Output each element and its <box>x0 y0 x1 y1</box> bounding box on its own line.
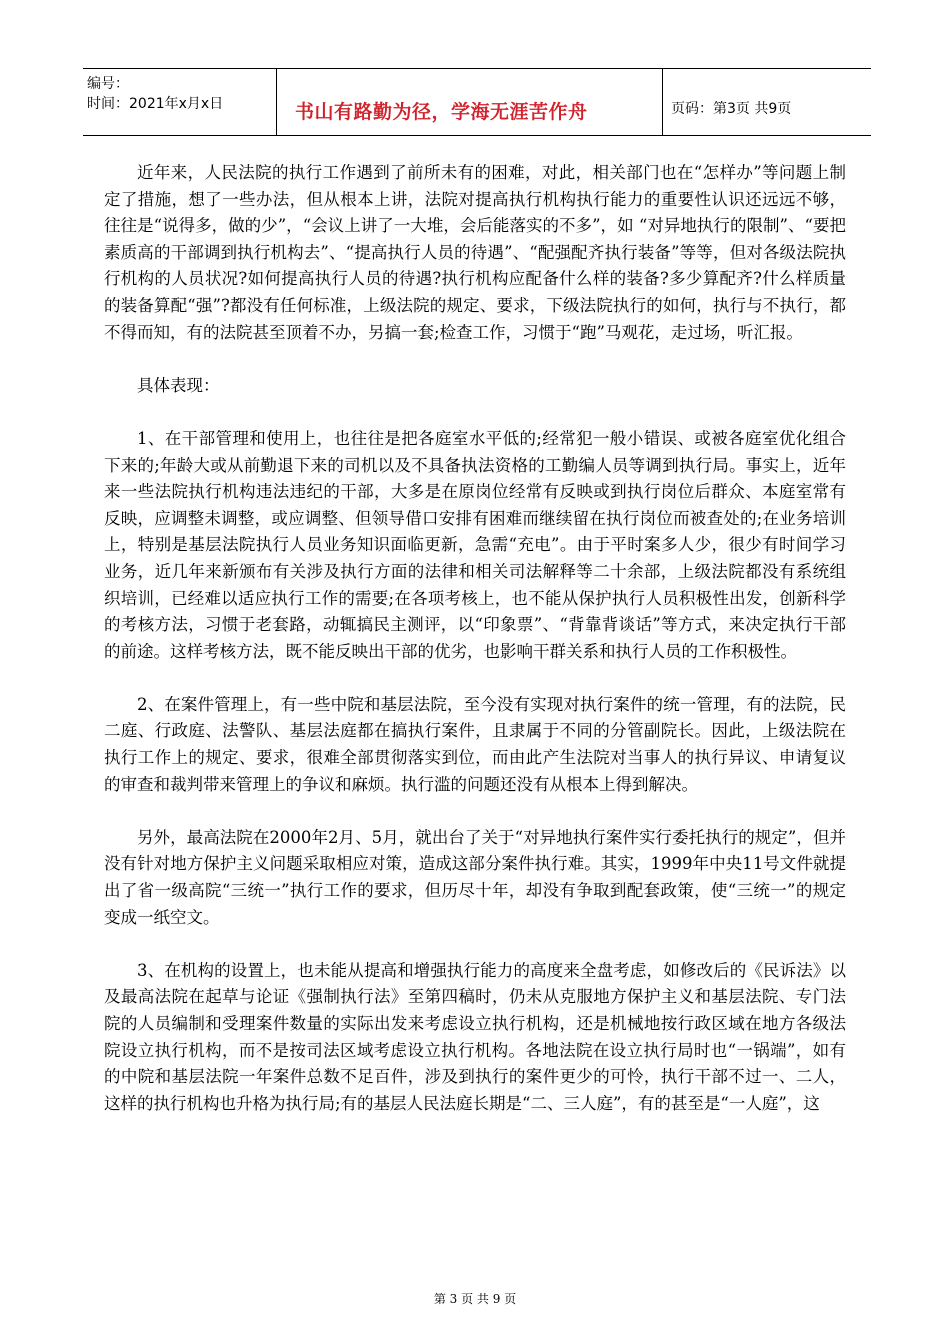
header-page-info: 页码：第3页 共9页 <box>671 101 792 117</box>
paragraph-item-3: 3、在机构的设置上，也未能从提高和增强执行能力的高度来全盘考虑，如修改后的《民诉法》以及最高法院在起草与论证《强制执行法》至第四稿时，仍未从克服地方保护主义和基层法院、专门法院的人员编制和受理案件数量的实际出发来考虑设立执行机构，还是机械地按行政区域在地方各级法院设立执行机构，而不是按司法区域考虑设立执行机构。各地法院在设立执行局时也“一锅端”，如有的中院和基层法院一年案件总数不足百件，涉及到执行的案件更少的可怜，执行干部不过一、二人，这样的执行机构也升格为执行局;有的基层人民法庭长期是“二、三人庭”，有的甚至是“一人庭”，这 <box>104 960 846 1113</box>
paragraph-intro: 近年来，人民法院的执行工作遇到了前所未有的困难，对此，相关部门也在“怎样办”等问题上制定了措施，想了一些办法，但从根本上讲，法院对提高执行机构执行能力的重要性认识还远远不够，往往是“说得多，做的少”，“会议上讲了一大堆，会后能落实的不多”，如 “对异地执行的限制”、“要把素质高的干部调到执行机构去”、“提高执行人员的待遇”、“配强配齐执行装备”等等，但对各级法院执行机构的人员状况?如何提高执行人员的待遇?执行机构应配备什么样的装备?多少算配齐?什么样质量的装备算配“强”?都没有任何标准，上级法院的规定、要求，下级法院执行的如何，执行与不执行，都不得而知，有的法院甚至顶着不办，另搞一套;检查工作，习惯于“跑”马观花，走过场，听汇报。 <box>104 163 846 342</box>
paragraph-additional: 另外，最高法院在2000年2月、5月，就出台了关于“对异地执行案件实行委托执行的规定”，但并没有针对地方保护主义问题采取相应对策，造成这部分案件执行难。其实，1999年中央11号文件就提出了省一级高院“三统一”执行工作的要求，但历尽十年，却没有争取到配套政策，使“三统一”的规定变成一纸空文。 <box>104 827 846 927</box>
header-right-cell <box>663 69 871 135</box>
page-footer: 第 3 页 共 9 页 <box>433 1292 517 1306</box>
paragraph-heading-manifestations: 具体表现： <box>137 375 220 395</box>
header-left-cell <box>83 69 277 135</box>
paragraph-item-2: 2、在案件管理上，有一些中院和基层法院，至今没有实现对执行案件的统一管理，有的法院，民二庭、行政庭、法警队、基层法庭都在搞执行案件，且隶属于不同的分管副院长。因此，上级法院在执行工作上的规定、要求，很难全部贯彻落实到位，而由此产生法院对当事人的执行异议、申请复议的审查和裁判带来管理上的争议和麻烦。执行滥的问题还没有从根本上得到解决。 <box>104 694 846 794</box>
page-header <box>83 68 871 136</box>
document-body <box>104 160 846 1144</box>
document-date-label: 时间：2021年x月x日 <box>87 96 224 112</box>
header-motto: 书山有路勤为径，学海无涯苦作舟 <box>295 101 588 123</box>
document-number-label: 编号： <box>87 76 129 92</box>
header-middle-cell <box>277 69 663 135</box>
paragraph-item-1: 1、在干部管理和使用上，也往往是把各庭室水平低的;经常犯一般小错误、或被各庭室优化组合下来的;年龄大或从前勤退下来的司机以及不具备执法资格的工勤编人员等调到执行局。事实上，近年来一些法院执行机构违法违纪的干部，大多是在原岗位经常有反映或到执行岗位后群众、本庭室常有反映，应调整未调整，或应调整、但领导借口安排有困难而继续留在执行岗位而被查处的;在业务培训上，特别是基层法院执行人员业务知识面临更新，急需“充电”。由于平时案多人少，很少有时间学习业务，近几年来新颁布有关涉及执行方面的法律和相关司法解释等二十余部，上级法院都没有系统组织培训，已经难以适应执行工作的需要;在各项考核上，也不能从保护执行人员积极性出发，创新科学的考核方法，习惯于老套路，动辄搞民主测评，以“印象票”、“背靠背谈话”等方式，来决定执行干部的前途。这样考核方法，既不能反映出干部的优劣，也影响干群关系和执行人员的工作积极性。 <box>104 428 846 661</box>
